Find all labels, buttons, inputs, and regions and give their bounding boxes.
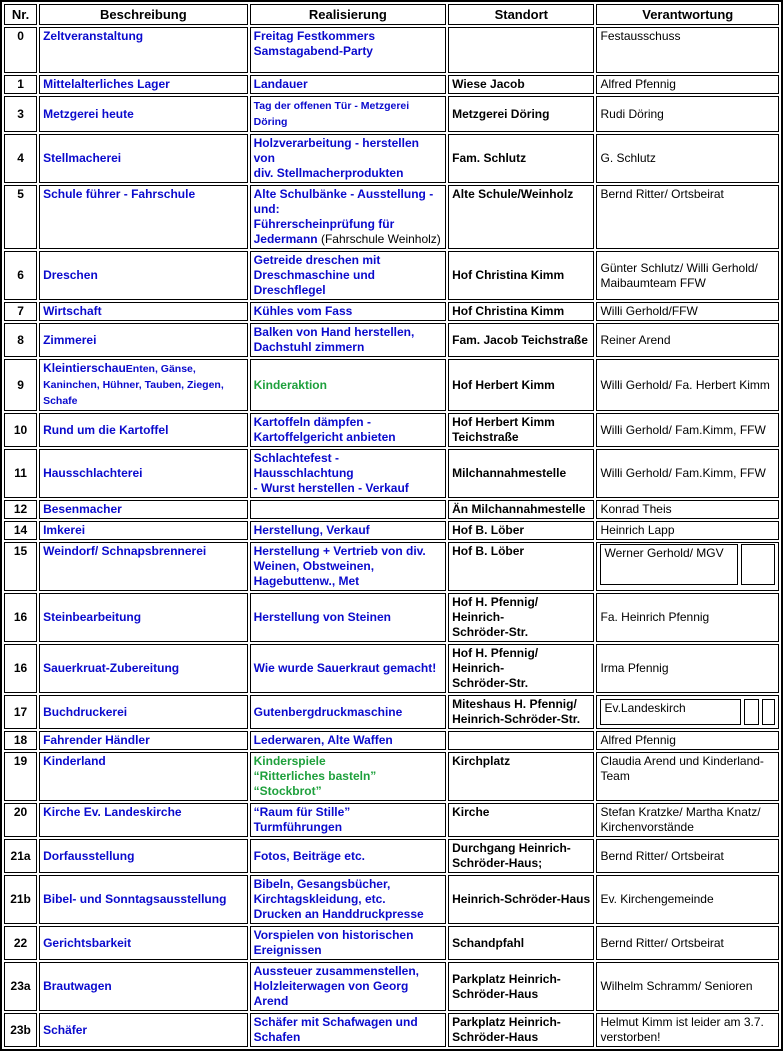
cell-text: Kirchenvorstände (600, 820, 694, 834)
cell-beschreibung (39, 695, 248, 729)
cell-text: Willi Gerhold/ Fa. Herbert Kimm (600, 377, 770, 392)
cell-nr: 23b (4, 1013, 37, 1047)
cell-nr: 6 (4, 251, 37, 300)
cell-beschreibung (39, 644, 248, 693)
cell-beschreibung (39, 75, 248, 94)
table-row (4, 839, 779, 873)
cell-text: Hof Herbert Kimm (452, 415, 555, 429)
cell-verantwortung (596, 926, 779, 960)
cell-text: Hof H. Pfennig/ Heinrich- (452, 646, 542, 675)
cell-standort (448, 500, 594, 519)
cell-nr: 19 (4, 752, 37, 801)
cell-text: verstorben! (600, 1030, 661, 1044)
table-row (4, 542, 779, 591)
cell-text: Enten, Gänse, Kaninchen, Hühner, Tauben, Ziegen, Schafe (43, 363, 227, 407)
nested-box-group (600, 699, 775, 725)
cell-realisierung (250, 413, 447, 447)
cell-realisierung (250, 27, 447, 73)
cell-text: Mittelalterliches Lager (43, 77, 170, 91)
cell-text: “Raum für Stille” (253, 805, 351, 819)
cell-text: Stefan Kratzke/ Martha Knatz/ (600, 805, 761, 819)
cell-text: G. Schlutz (600, 151, 656, 165)
cell-nr: 20 (4, 803, 37, 837)
cell-text: Aussteuer zusammenstellen, (253, 964, 420, 978)
table-row (4, 695, 779, 729)
cell-realisierung (250, 134, 447, 183)
header-row (4, 4, 779, 25)
cell-realisierung (250, 875, 447, 924)
cell-text: Balken von Hand herstellen, (253, 325, 415, 339)
cell-beschreibung (39, 413, 248, 447)
cell-text: Bibeln, Gesangsbücher, (253, 877, 391, 891)
cell-standort (448, 251, 594, 300)
cell-text: Kinderspiele (253, 754, 326, 768)
cell-text: Kirchtagskleidung, etc. (253, 892, 386, 906)
cell-beschreibung (39, 134, 248, 183)
cell-beschreibung (39, 359, 248, 411)
cell-nr: 1 (4, 75, 37, 94)
cell-nr: 14 (4, 521, 37, 540)
cell-beschreibung (39, 875, 248, 924)
cell-realisierung (250, 323, 447, 357)
cell-beschreibung (39, 27, 248, 73)
table-row (4, 752, 779, 801)
cell-text: Gerichtsbarkeit (43, 935, 132, 950)
cell-text: Rund um die Kartoffel (43, 422, 169, 437)
cell-text: “Ritterliches basteln” (253, 769, 377, 783)
cell-text: Teichstraße (452, 430, 519, 444)
cell-text: Kirche Ev. Landeskirche (43, 805, 182, 819)
cell-text: Wirtschaft (43, 304, 102, 318)
cell-beschreibung (39, 926, 248, 960)
cell-text: Weinen, Obstweinen, (253, 559, 375, 573)
cell-text: Schäfer (43, 1022, 88, 1037)
cell-text: Konrad Theis (600, 502, 672, 516)
column-header-standort: Standort (448, 4, 594, 25)
table-row (4, 134, 779, 183)
table-row (4, 731, 779, 750)
cell-beschreibung (39, 323, 248, 357)
table-row (4, 27, 779, 73)
table-row (4, 875, 779, 924)
table-row (4, 449, 779, 498)
cell-standort (448, 449, 594, 498)
cell-standort (448, 302, 594, 321)
cell-verantwortung (596, 593, 779, 642)
cell-standort (448, 644, 594, 693)
nested-box-empty (762, 699, 775, 725)
cell-nr: 4 (4, 134, 37, 183)
cell-text: Besenmacher (43, 502, 122, 516)
cell-realisierung (250, 644, 447, 693)
cell-beschreibung (39, 500, 248, 519)
cell-realisierung (250, 251, 447, 300)
cell-text: Herstellung + Vertrieb von div. (253, 544, 426, 558)
cell-realisierung (250, 449, 447, 498)
cell-text: Brautwagen (43, 979, 112, 993)
cell-realisierung (250, 752, 447, 801)
cell-text: Ereignissen (253, 943, 322, 957)
cell-text: Willi Gerhold/ Fam.Kimm, FFW (600, 466, 766, 480)
table-row (4, 521, 779, 540)
cell-beschreibung (39, 593, 248, 642)
cell-text: Landauer (253, 77, 308, 91)
table-row (4, 500, 779, 519)
cell-text: Willi Gerhold/ Fam.Kimm, FFW (600, 422, 766, 437)
cell-text: Claudia Arend und Kinderland- (600, 754, 764, 768)
cell-text: Lederwaren, Alte Waffen (253, 733, 393, 747)
cell-standort (448, 542, 594, 591)
cell-standort (448, 359, 594, 411)
cell-text: Willi Gerhold/FFW (600, 304, 698, 318)
nested-box-empty (741, 544, 775, 585)
cell-text: Alfred Pfennig (600, 77, 676, 91)
cell-standort (448, 134, 594, 183)
cell-realisierung (250, 500, 447, 519)
cell-text: Herstellung, Verkauf (253, 523, 370, 537)
cell-standort (448, 695, 594, 729)
cell-text: Schandpfahl (452, 935, 525, 950)
cell-text: Heinrich Lapp (600, 523, 675, 537)
cell-realisierung (250, 593, 447, 642)
cell-text: Kleintierschau (43, 361, 126, 375)
cell-text: div. Stellmacherprodukten (253, 166, 404, 180)
cell-text: Gutenbergdruckmaschine (253, 704, 403, 719)
cell-text: Zimmerei (43, 332, 97, 347)
cell-verantwortung (596, 962, 779, 1011)
table-row (4, 359, 779, 411)
cell-standort (448, 27, 594, 73)
cell-text: Fam. Jacob Teichstraße (452, 332, 588, 347)
cell-text: Weindorf/ Schnapsbrennerei (43, 544, 207, 558)
cell-verantwortung (596, 839, 779, 873)
cell-text: Kartoffelgericht anbieten (253, 430, 396, 444)
cell-verantwortung (596, 521, 779, 540)
table-row (4, 96, 779, 132)
cell-verantwortung (596, 413, 779, 447)
cell-text: Alte Schulbänke - Ausstellung - (253, 187, 434, 201)
cell-text: Führerscheinprüfung für (253, 217, 395, 231)
cell-nr: 22 (4, 926, 37, 960)
cell-nr: 9 (4, 359, 37, 411)
cell-verantwortung (596, 251, 779, 300)
cell-text: Helmut Kimm ist leider am 3.7. (600, 1015, 764, 1029)
cell-text: Festausschuss (600, 29, 681, 43)
cell-verantwortung (596, 449, 779, 498)
cell-nr: 21b (4, 875, 37, 924)
cell-verantwortung (596, 96, 779, 132)
cell-text: Dachstuhl zimmern (253, 340, 365, 354)
cell-realisierung (250, 803, 447, 837)
cell-standort (448, 96, 594, 132)
table-row (4, 962, 779, 1011)
cell-verantwortung (596, 185, 779, 249)
cell-text: Bernd Ritter/ Ortsbeirat (600, 848, 724, 863)
cell-text: Hof Christina Kimm (452, 304, 565, 318)
cell-standort (448, 752, 594, 801)
cell-text: Schröder-Str. (452, 625, 529, 639)
cell-beschreibung (39, 185, 248, 249)
table-row (4, 75, 779, 94)
cell-verantwortung (596, 359, 779, 411)
cell-text: Rudi Döring (600, 106, 664, 121)
cell-nr: 12 (4, 500, 37, 519)
cell-text: Parkplatz Heinrich- (452, 1015, 561, 1029)
cell-text: Schule führer - Fahrschule (43, 187, 196, 201)
cell-text: Bernd Ritter/ Ortsbeirat (600, 935, 724, 950)
column-header-nr: Nr. (4, 4, 37, 25)
cell-text: Imkerei (43, 523, 86, 537)
cell-standort (448, 521, 594, 540)
cell-standort (448, 926, 594, 960)
cell-standort (448, 323, 594, 357)
cell-text: Kinderland (43, 754, 106, 768)
cell-text: Kühles vom Fass (253, 304, 353, 318)
cell-text: Holzverarbeitung - herstellen von (253, 136, 423, 165)
cell-text: Schröder-Haus (452, 1030, 539, 1044)
cell-verantwortung (596, 27, 779, 73)
cell-realisierung (250, 302, 447, 321)
cell-text: Alte Schule/Weinholz (452, 187, 574, 201)
cell-beschreibung (39, 1013, 248, 1047)
cell-text: Parkplatz Heinrich- (452, 971, 561, 986)
cell-realisierung (250, 75, 447, 94)
cell-text: Hausschlachterei (43, 466, 143, 480)
cell-text: Hof B. Löber (452, 523, 525, 537)
column-header-verantwortung: Verantwortung (596, 4, 779, 25)
cell-text: Wilhelm Schramm/ Senioren (600, 979, 753, 993)
cell-text: Dreschflegel (253, 283, 326, 297)
nested-box-text (600, 544, 738, 585)
cell-verantwortung (596, 731, 779, 750)
cell-text: Turmführungen (253, 820, 343, 834)
cell-text: Drucken an Handdruckpresse (253, 907, 424, 921)
cell-verantwortung (596, 875, 779, 924)
table-row (4, 644, 779, 693)
cell-text: Hof H. Pfennig/ Heinrich- (452, 595, 542, 624)
cell-nr: 11 (4, 449, 37, 498)
cell-nr: 7 (4, 302, 37, 321)
table-row (4, 323, 779, 357)
cell-beschreibung (39, 542, 248, 591)
table-row (4, 413, 779, 447)
cell-verantwortung (596, 1013, 779, 1047)
cell-verantwortung (596, 134, 779, 183)
cell-beschreibung (39, 803, 248, 837)
cell-verantwortung (596, 323, 779, 357)
cell-realisierung (250, 359, 447, 411)
table-row (4, 1013, 779, 1047)
table-row (4, 593, 779, 642)
cell-text: Durchgang Heinrich- (452, 841, 571, 855)
cell-verantwortung (596, 644, 779, 693)
cell-text: Hagebuttenw., Met (253, 574, 360, 588)
cell-text: Fotos, Beiträge etc. (253, 848, 365, 863)
cell-text: Schröder-Haus (452, 986, 539, 1001)
cell-text: Werner Gerhold/ MGV (604, 546, 724, 560)
cell-realisierung (250, 96, 447, 132)
nested-box-text (600, 699, 741, 725)
cell-text: Wiese Jacob (452, 77, 525, 91)
cell-text: Reiner Arend (600, 332, 671, 347)
cell-text: Holzleiterwagen von Georg Arend (253, 979, 412, 1008)
column-header-realisierung: Realisierung (250, 4, 447, 25)
cell-standort (448, 962, 594, 1011)
cell-text: Hof Christina Kimm (452, 268, 565, 282)
cell-text: und: (253, 202, 280, 216)
cell-text: Hof B. Löber (452, 544, 525, 558)
cell-text: Dreschen (43, 268, 98, 282)
cell-verantwortung (596, 803, 779, 837)
cell-beschreibung (39, 96, 248, 132)
cell-standort (448, 731, 594, 750)
cell-text: Schlachtefest - Hausschlachtung (253, 451, 354, 480)
cell-text: Stellmacherei (43, 151, 122, 165)
cell-nr: 18 (4, 731, 37, 750)
cell-text: Buchdruckerei (43, 704, 128, 719)
cell-nr: 16 (4, 644, 37, 693)
cell-realisierung (250, 542, 447, 591)
cell-standort (448, 75, 594, 94)
cell-text: Schröder-Haus; (452, 856, 543, 870)
cell-standort (448, 1013, 594, 1047)
cell-nr: 17 (4, 695, 37, 729)
cell-nr: 0 (4, 27, 37, 73)
cell-verantwortung (596, 695, 779, 729)
cell-beschreibung (39, 449, 248, 498)
cell-text: “Stockbrot” (253, 784, 322, 798)
cell-beschreibung (39, 251, 248, 300)
cell-standort (448, 413, 594, 447)
cell-text: Zeltveranstaltung (43, 29, 144, 43)
cell-text: Sauerkruat-Zubereitung (43, 661, 180, 675)
cell-text: Steinbearbeitung (43, 610, 142, 624)
cell-nr: 21a (4, 839, 37, 873)
cell-text: (Fahrschule Weinholz) (317, 232, 441, 246)
cell-text: Metzgerei Döring (452, 106, 550, 121)
cell-text: Fam. Schlutz (452, 151, 527, 165)
cell-text: Team (600, 769, 630, 783)
cell-standort (448, 185, 594, 249)
cell-text: Bernd Ritter/ Ortsbeirat (600, 187, 724, 201)
cell-verantwortung (596, 752, 779, 801)
cell-realisierung (250, 695, 447, 729)
cell-text: Herstellung von Steinen (253, 610, 391, 624)
cell-text: Vorspielen von historischen (253, 928, 414, 942)
cell-text: Schröder-Str. (452, 676, 529, 690)
cell-nr: 3 (4, 96, 37, 132)
cell-text: Ev.Landeskirch (604, 701, 686, 715)
cell-nr: 15 (4, 542, 37, 591)
cell-text: Miteshaus H. Pfennig/ (452, 697, 577, 711)
cell-text: Alfred Pfennig (600, 733, 676, 747)
cell-text: Irma Pfennig (600, 661, 669, 675)
cell-text: Jedermann (253, 232, 318, 246)
cell-text: Än Milchannahmestelle (452, 502, 586, 516)
table-row (4, 185, 779, 249)
cell-text: Maibaumteam FFW (600, 275, 706, 290)
table-row (4, 302, 779, 321)
cell-verantwortung (596, 500, 779, 519)
cell-nr: 16 (4, 593, 37, 642)
cell-text: Schafen (253, 1030, 301, 1044)
cell-realisierung (250, 839, 447, 873)
cell-standort (448, 839, 594, 873)
cell-text: Günter Schlutz/ Willi Gerhold/ (600, 260, 758, 275)
cell-standort (448, 803, 594, 837)
cell-nr: 5 (4, 185, 37, 249)
cell-text: Kartoffeln dämpfen - (253, 415, 371, 429)
cell-text: Kinderaktion (253, 377, 327, 392)
cell-text: Fahrender Händler (43, 733, 150, 747)
cell-text: Schäfer mit Schafwagen und (253, 1015, 418, 1029)
cell-beschreibung (39, 731, 248, 750)
cell-text: Ev. Kirchengemeinde (600, 892, 714, 906)
cell-realisierung (250, 1013, 447, 1047)
cell-text: Dreschmaschine und (253, 268, 375, 282)
cell-text: Getreide dreschen mit (253, 253, 381, 267)
cell-beschreibung (39, 752, 248, 801)
table-row (4, 251, 779, 300)
cell-realisierung (250, 185, 447, 249)
cell-beschreibung (39, 962, 248, 1011)
cell-text: Heinrich-Schröder-Str. (452, 712, 581, 726)
cell-nr: 23a (4, 962, 37, 1011)
cell-beschreibung (39, 302, 248, 321)
column-header-beschreibung: Beschreibung (39, 4, 248, 25)
cell-text: Heinrich-Schröder-Haus (452, 892, 591, 906)
cell-text: Tag der offenen Tür - Metzgerei Döring (253, 100, 413, 128)
cell-text: Kirchplatz (452, 754, 511, 768)
nested-box-empty (744, 699, 759, 725)
cell-text: Dorfausstellung (43, 848, 135, 863)
cell-text: Bibel- und Sonntagsausstellung (43, 892, 227, 906)
cell-text: Samstagabend-Party (253, 44, 373, 58)
table-row (4, 803, 779, 837)
table-row (4, 926, 779, 960)
cell-realisierung (250, 962, 447, 1011)
cell-text: Fa. Heinrich Pfennig (600, 610, 710, 624)
cell-realisierung (250, 731, 447, 750)
nested-box-group (600, 544, 775, 585)
cell-realisierung (250, 521, 447, 540)
cell-text: Wie wurde Sauerkraut gemacht! (253, 661, 437, 675)
cell-text: Kirche (452, 805, 490, 819)
cell-text: - Wurst herstellen - Verkauf (253, 481, 409, 495)
cell-verantwortung (596, 75, 779, 94)
cell-realisierung (250, 926, 447, 960)
cell-text: Metzgerei heute (43, 106, 134, 121)
cell-text: Freitag Festkommers (253, 29, 375, 43)
cell-verantwortung (596, 542, 779, 591)
cell-standort (448, 593, 594, 642)
cell-nr: 8 (4, 323, 37, 357)
cell-standort (448, 875, 594, 924)
cell-verantwortung (596, 302, 779, 321)
cell-beschreibung (39, 521, 248, 540)
cell-nr: 10 (4, 413, 37, 447)
cell-text: Milchannahmestelle (452, 466, 567, 480)
cell-beschreibung (39, 839, 248, 873)
cell-text: Hof Herbert Kimm (452, 377, 555, 392)
